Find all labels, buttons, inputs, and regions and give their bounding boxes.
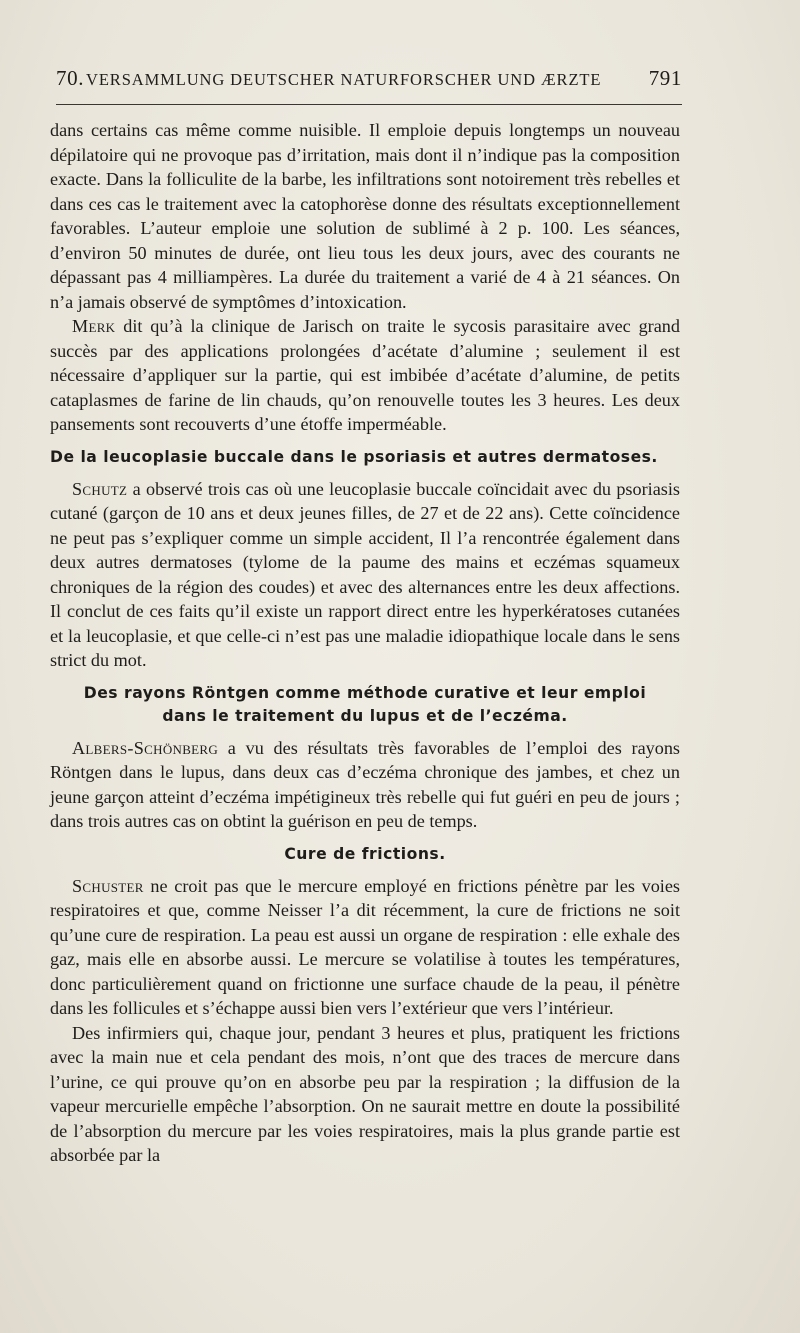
page-number: 791 <box>648 66 682 90</box>
author-name: Schutz <box>72 478 128 499</box>
paragraph-continuation <box>50 118 680 314</box>
section-heading-leucoplasie: De la leucoplasie buccale dans le psoriasis et autres dermatoses. <box>50 447 658 466</box>
paragraph-text: dit qu’à la clinique de Jarisch on traite le sycosis parasitaire avec grand succès par des applications prolongées d’acétate d’alumine ; seulement il est nécessaire d’appliquer sur la partie, qui est imbibée d’acétate d’alumine, de petits cataplasmes de farine de lin chauds, qu’on renouvelle toutes les 3 heures. Les deux pansements sont recouverts d’une étoffe imperméable. <box>50 316 680 434</box>
body-text <box>50 118 680 1168</box>
heading-line-1: Des rayons Röntgen comme méthode curative et leur emploi <box>83 683 647 702</box>
paragraph-schuster <box>50 874 680 1021</box>
section-number: 70. <box>56 66 85 90</box>
paragraph-merk <box>50 314 680 437</box>
running-title: VERSAMMLUNG DEUTSCHER NATURFORSCHER UND ÆRZTE <box>86 70 602 89</box>
paragraph-text: a observé trois cas où une leucoplasie buccale coïncidait avec du psoriasis cutané (garçon de 10 ans et deux jeunes filles, de 27 et de 22 ans). Cette coïncidence ne peut pas s’expliquer comme un simple accident, Il l’a rencontrée également dans deux autres dermatoses (tylome de la paume des mains et eczémas squameux chroniques de la région des coudes) et avec des alternances entre les deux affections. Il conclut de ces faits qu’il existe un rapport direct entre les hyperkératoses cutanées et la leucoplasie, et que celle-ci n’est pas une maladie idiopathique locale dans le sens strict du mot. <box>50 478 680 670</box>
paragraph-text: dans certains cas même comme nuisible. Il emploie depuis longtemps un nouveau dépilatoire qui ne provoque pas d’irritation, mais dont il n’indique pas la composition exacte. Dans la folliculite de la barbe, les infiltrations sont notoirement très rebelles et dans ces cas le traitement avec la catophorèse donne des résultats exceptionnellement favorables. L’auteur emploie une solution de sublimé à 2 p. 100. Les séances, d’environ 50 minutes de durée, ont lieu tous les deux jours, avec des courants ne dépassant pas 4 milliampères. La durée du traitement a varié de 4 à 21 séances. On n’a jamais observé de symptômes d’intoxication. <box>50 120 680 312</box>
paragraph-albers-schonberg <box>50 736 680 834</box>
paragraph-text: ne croit pas que le mercure employé en frictions pénètre par les voies respiratoires et que, comme Neisser l’a dit récemment, la cure de frictions ne soit qu’une cure de respiration. La peau est aussi un organe de respiration : elle exhale des gaz, mais elle en absorbe aussi. Le mercure se volatilise à toutes les températures, donc particulièrement quand on frictionne une surface chaude de la peau, il pénètre dans les follicules et s’échappe aussi bien vers l’extérieur que vers l’intérieur. <box>50 875 680 1018</box>
paragraph-schutz <box>50 477 680 673</box>
header-rule <box>56 104 682 105</box>
author-name: Merk <box>72 316 116 336</box>
heading-line-2: dans le traitement du lupus et de l’eczéma. <box>162 706 568 725</box>
paragraph-infirmiers <box>50 1021 680 1168</box>
paragraph-text: a vu des résultats très favorables de l’emploi des rayons Röntgen dans le lupus, dans deux cas d’eczéma chronique des jambes, et chez un jeune garçon atteint d’eczéma impétigineux très rebelle qui fut guéri en peu de jours ; dans trois autres cas on obtint la guérison en peu de temps. <box>50 737 680 831</box>
running-header <box>56 62 682 98</box>
section-heading-rontgen <box>50 682 680 728</box>
section-heading-frictions: Cure de frictions. <box>284 844 446 863</box>
author-name: Schuster <box>72 875 144 896</box>
paragraph-text: Des infirmiers qui, chaque jour, pendant 3 heures et plus, pratiquent les frictions avec la main nue et cela pendant des mois, n’ont que des traces de mercure dans l’urine, ce qui prouve qu’on en absorbe peu par la respiration ; la diffusion de la vapeur mercurielle empêche l’absorption. On ne saurait mettre en doute la possibilité de l’absorption du mercure par les voies respiratoires, mais la plus grande partie est absorbée par la <box>50 1022 680 1165</box>
author-name: Albers-Schönberg <box>72 737 219 758</box>
